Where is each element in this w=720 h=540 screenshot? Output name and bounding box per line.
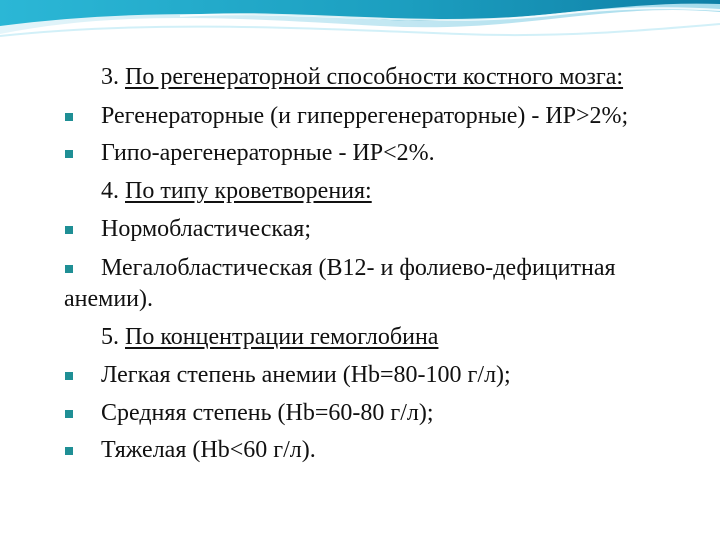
list-item [0, 213, 720, 245]
list-item [0, 137, 720, 169]
heading-number: 5. [101, 324, 119, 350]
heading-hemoglobin [0, 321, 720, 353]
heading-text: По типу кроветворения: [125, 178, 372, 204]
square-bullet-icon [65, 265, 73, 273]
list-item [0, 359, 720, 391]
list-item-text: Нормобластическая; [101, 216, 312, 242]
list-item [0, 252, 720, 284]
heading-hematopoiesis [0, 175, 720, 207]
list-item-continuation [0, 283, 720, 315]
list-item-text: анемии). [64, 286, 154, 312]
heading-number: 3. [101, 64, 119, 90]
list-item [0, 100, 720, 132]
heading-number: 4. [101, 178, 119, 204]
square-bullet-icon [65, 447, 73, 455]
list-item-text: Регенераторные (и гиперрегенераторные) - ИР>2%; [101, 103, 629, 129]
square-bullet-icon [65, 113, 73, 121]
square-bullet-icon [65, 226, 73, 234]
heading-text: По регенераторной способности костного мозга: [125, 64, 624, 90]
list-item-text: Средняя степень (Hb=60-80 г/л); [101, 400, 434, 426]
square-bullet-icon [65, 372, 73, 380]
list-item-text: Тяжелая (Hb<60 г/л). [101, 437, 316, 463]
list-item [0, 434, 720, 466]
square-bullet-icon [65, 410, 73, 418]
square-bullet-icon [65, 150, 73, 158]
heading-text: По концентрации гемоглобина [125, 324, 439, 350]
list-item-text: Мегалобластическая (В12- и фолиево-дефицитная [101, 255, 616, 281]
list-item [0, 397, 720, 429]
list-item-text: Легкая степень анемии (Hb=80-100 г/л); [101, 362, 511, 388]
list-item-text: Гипо-арегенераторные - ИР<2%. [101, 140, 435, 166]
heading-regeneration [0, 61, 720, 93]
